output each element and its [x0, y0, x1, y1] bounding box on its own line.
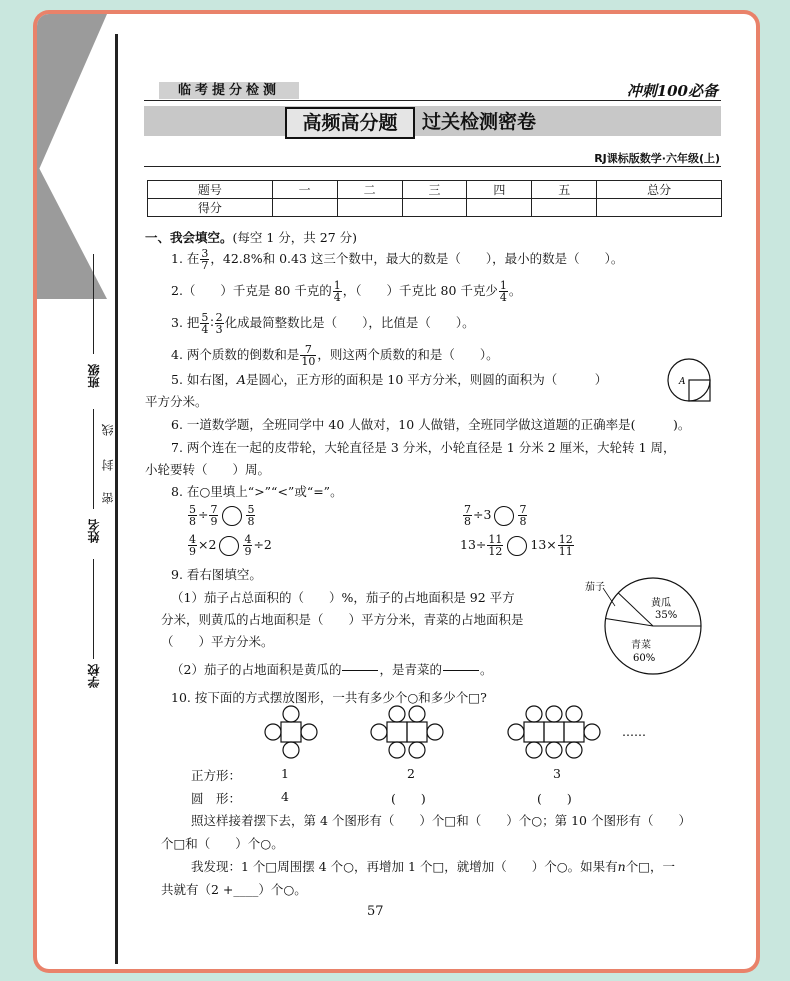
pattern-circle	[566, 742, 582, 758]
pattern-square	[544, 722, 564, 742]
pattern-circle	[389, 706, 405, 722]
blank-fraction[interactable]	[342, 660, 378, 681]
cucumber-label: 黄瓜	[651, 598, 671, 609]
pattern-square	[524, 722, 544, 742]
table-cell: 三	[402, 181, 467, 199]
corner-decoration	[37, 14, 107, 174]
table-cell: 总分	[597, 181, 722, 199]
pattern-figures	[262, 704, 756, 762]
score-cell[interactable]	[337, 199, 402, 217]
edition-label: RJ课标版数学·六年级(上)	[594, 152, 720, 165]
section-title-text: 一、我会填空。	[145, 230, 233, 245]
name-label: 姓名	[87, 519, 101, 543]
school-label: 学校	[87, 664, 101, 688]
pie-chart	[585, 564, 715, 679]
pattern-circle	[584, 724, 600, 740]
operator: ÷	[198, 507, 209, 522]
pattern-circle	[371, 724, 387, 740]
pattern-square	[281, 722, 301, 742]
fraction	[209, 504, 218, 527]
table-cell: 五	[532, 181, 597, 199]
question-7: 7. 两个连在一起的皮带轮，大轮直径是 3 分米，小轮直径是 1 分米 2 厘米，大轮转 1 周，	[171, 440, 676, 455]
question-10: 10. 按下面的方式摆放图形，一共有多少个○和多少个□?	[171, 690, 487, 705]
fraction	[215, 312, 224, 335]
question-9: 9. 看右图填空。	[171, 567, 262, 582]
q3-text-2: 化成最简整数比是（ ），比值是（ ）。	[224, 315, 475, 330]
square-row-label: 正方形：	[191, 768, 242, 783]
blank-numerator	[342, 660, 378, 671]
answer-circle[interactable]	[494, 506, 514, 526]
fraction	[243, 534, 252, 557]
q2-text: 2.（ ）千克是 80 千克的	[171, 283, 332, 298]
table-cell: 四	[467, 181, 532, 199]
score-cell[interactable]	[272, 199, 337, 217]
pattern-circle	[566, 706, 582, 722]
q10-var: n	[617, 859, 626, 874]
denominator: 9	[244, 545, 252, 558]
q9-p2-text-2: ，是青菜的	[379, 662, 442, 677]
numerator: 3	[201, 247, 209, 260]
numerator: 11	[488, 533, 503, 546]
ellipsis: ……	[622, 725, 646, 739]
blank-numerator	[443, 660, 479, 671]
denominator: 9	[210, 515, 218, 528]
denominator: 7	[201, 259, 209, 272]
question-7-line-2: 小轮要转（ ）周。	[145, 462, 271, 477]
numerator: 12	[558, 533, 573, 546]
denominator: 4	[499, 291, 507, 304]
answer-circle[interactable]	[219, 536, 239, 556]
q5-line-2: 平方分米。	[145, 394, 208, 409]
q2-text-3: 。	[508, 283, 522, 298]
corner-decoration-2	[37, 164, 107, 299]
pattern-circle	[409, 706, 425, 722]
q9-p2-text-3: 。	[479, 662, 493, 677]
greens-pct: 60%	[633, 653, 656, 664]
numerator: 1	[499, 279, 507, 292]
q1-text: 1. 在	[171, 251, 200, 266]
denominator: 11	[558, 545, 573, 558]
blank-fraction[interactable]	[443, 660, 479, 681]
blank-denominator	[443, 671, 479, 681]
denominator: 8	[189, 515, 196, 528]
paper-sheet	[37, 14, 756, 969]
pattern-circle	[526, 706, 542, 722]
score-cell[interactable]	[532, 199, 597, 217]
q10-l3-text: 我发现：1 个□周围摆 4 个○，再增加 1 个□，就增加（ ）个○。如果有	[191, 859, 618, 874]
fraction	[558, 534, 574, 557]
compare-2	[462, 504, 528, 527]
pattern-circle	[283, 742, 299, 758]
pattern-square	[387, 722, 407, 742]
fraction	[518, 504, 527, 527]
table-cell: 得分	[148, 199, 273, 217]
denominator: 8	[464, 515, 471, 528]
table-cell: 一	[272, 181, 337, 199]
page-number: 57	[367, 904, 384, 919]
pattern-circle	[546, 742, 562, 758]
eggplant-label: 茄子	[585, 582, 605, 593]
pattern-square	[564, 722, 584, 742]
blank-denominator	[342, 671, 378, 681]
table-cell: 题号	[148, 181, 273, 199]
fraction	[499, 280, 508, 303]
center-label: A	[679, 377, 686, 387]
q5-text: 5. 如右图，	[171, 372, 237, 387]
q5-var: A	[236, 372, 246, 387]
denominator: 4	[333, 291, 341, 304]
compare-1	[187, 504, 256, 527]
numerator: 5	[201, 311, 209, 324]
denominator: 8	[519, 515, 527, 528]
denominator: 4	[201, 323, 209, 336]
school-blank	[93, 559, 94, 659]
question-2	[171, 280, 521, 303]
score-cell[interactable]	[597, 199, 722, 217]
seal-text-3: 密	[101, 492, 115, 504]
greens-label: 青菜	[631, 640, 651, 651]
q10-line-2: 个□和（ ）个○。	[161, 836, 284, 851]
circle-count-1: 4	[281, 789, 289, 804]
question-1	[171, 248, 623, 271]
numerator: 5	[189, 503, 196, 516]
score-cell[interactable]	[402, 199, 467, 217]
subject-banner: 临考提分检测	[159, 82, 299, 99]
pattern-circle	[265, 724, 281, 740]
circle-square-figure	[665, 356, 715, 406]
fraction	[300, 344, 316, 367]
numerator: 7	[210, 503, 218, 516]
q5-text-2: 是圆心，正方形的面积是 10 平方分米，则圆的面积为（ ）	[245, 372, 608, 387]
numerator: 5	[247, 503, 255, 516]
numerator: 7	[519, 503, 527, 516]
pattern-circle	[283, 706, 299, 722]
pattern-circle	[508, 724, 524, 740]
operator: ÷2	[253, 537, 272, 552]
q10-line-1: 照这样接着摆下去，第 4 个图形有（ ）个□和（ ）个○；第 10 个图形有（ ）	[191, 813, 691, 828]
operator: ×2	[198, 537, 217, 552]
q1-text-2: ，42.8%和 0.43 这三个数中，最大的数是（ ），最小的数是（ ）。	[210, 251, 624, 266]
compare-4	[460, 534, 575, 557]
fraction	[246, 504, 255, 527]
circle-count-2[interactable]: ( )	[391, 791, 426, 806]
circle-row-label: 圆 形：	[191, 791, 242, 806]
score-table-score-row	[148, 199, 722, 217]
q10-line-4: 共就有（2 +____）个○。	[161, 882, 307, 897]
class-label: 班级	[87, 364, 101, 388]
fraction	[188, 504, 197, 527]
denominator: 8	[247, 515, 255, 528]
q2-text-2: ，（ ）千克比 80 千克少	[342, 283, 498, 298]
fraction	[333, 280, 342, 303]
header-rule	[144, 100, 721, 101]
numerator: 4	[189, 533, 196, 546]
title-rest: 过关检测密卷	[422, 111, 537, 133]
question-4	[171, 344, 499, 367]
fraction	[200, 312, 209, 335]
cucumber-pct: 35%	[655, 610, 678, 621]
fraction	[200, 248, 209, 271]
page-frame	[33, 10, 760, 973]
section-note: (每空 1 分，共 27 分)	[232, 230, 358, 245]
section-title	[145, 228, 357, 246]
operand: 13÷	[460, 537, 487, 552]
operator: ÷3	[473, 507, 492, 522]
q9-part1-line3: （ ）平方分米。	[161, 634, 274, 649]
answer-circle[interactable]	[507, 536, 527, 556]
pattern-circle	[427, 724, 443, 740]
q9-part2	[171, 660, 493, 681]
table-cell: 二	[337, 181, 402, 199]
fraction	[463, 504, 472, 527]
operand: 13×	[530, 537, 557, 552]
seal-text-1: 线	[101, 424, 115, 436]
ratio-sign: ∶	[210, 315, 214, 330]
denominator: 12	[488, 545, 503, 558]
denominator: 3	[215, 323, 223, 336]
pattern-circle	[546, 706, 562, 722]
denominator: 10	[301, 355, 316, 368]
q9-part1-line2: 分米，则黄瓜的占地面积是（ ）平方分米，青菜的占地面积是	[161, 612, 524, 627]
q4-text-2: ，则这两个质数的和是（ ）。	[317, 347, 499, 362]
question-5	[171, 370, 607, 388]
pattern-circle	[389, 742, 405, 758]
q10-line-3	[191, 857, 675, 875]
numerator: 4	[244, 533, 252, 546]
pattern-circle	[301, 724, 317, 740]
question-3	[171, 312, 475, 335]
q3-text: 3. 把	[171, 315, 200, 330]
slogan: 冲刺100必备	[626, 82, 718, 100]
seal-text-2: 封	[101, 459, 115, 471]
answer-circle[interactable]	[222, 506, 242, 526]
pattern-square	[407, 722, 427, 742]
score-table-header-row	[148, 181, 722, 199]
fraction	[188, 534, 197, 557]
q10-l3-text-2: 个□，一	[625, 859, 676, 874]
edition-rule	[144, 166, 721, 167]
square-count-1: 1	[281, 766, 289, 781]
square-count-3: 3	[553, 766, 561, 781]
numerator: 2	[215, 311, 223, 324]
question-6: 6. 一道数学题，全班同学中 40 人做对，10 人做错，全班同学做这道题的正确率是( )。	[171, 417, 691, 432]
q9-part1-line1: （1）茄子占总面积的（ ）%，茄子的占地面积是 92 平方	[171, 590, 515, 605]
class-blank	[93, 254, 94, 354]
title-boxed: 高频高分题	[285, 107, 415, 139]
square-count-2: 2	[407, 766, 415, 781]
score-cell[interactable]	[467, 199, 532, 217]
numerator: 7	[464, 503, 471, 516]
numerator: 7	[300, 344, 316, 356]
denominator: 9	[189, 545, 196, 558]
name-blank	[93, 409, 94, 509]
pattern-circle	[526, 742, 542, 758]
q4-text: 4. 两个质数的倒数和是	[171, 347, 300, 362]
fraction	[487, 534, 503, 557]
circle-count-3[interactable]: ( )	[537, 791, 572, 806]
question-8: 8. 在○里填上“>”“<”或“=”。	[171, 484, 343, 499]
numerator: 1	[333, 279, 341, 292]
compare-3	[187, 534, 272, 557]
pattern-circle	[409, 742, 425, 758]
score-table	[147, 180, 722, 217]
q9-p2-text: （2）茄子的占地面积是黄瓜的	[171, 662, 342, 677]
